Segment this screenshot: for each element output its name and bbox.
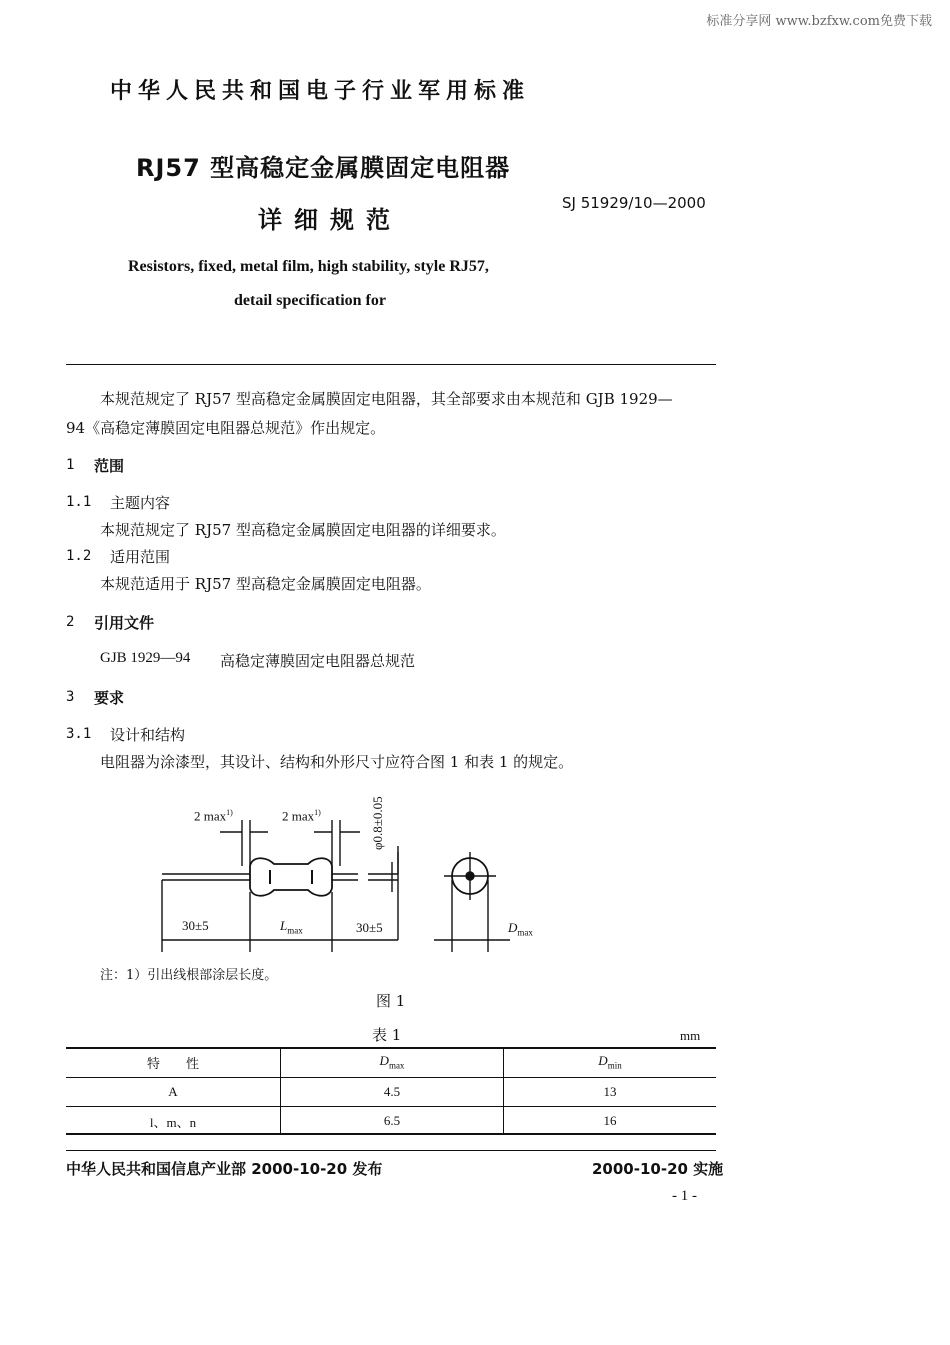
dim-2max-left: 2 $\max^{1)}$	[194, 808, 233, 824]
reference-title: 高稳定薄膜固定电阻器总规范	[220, 652, 416, 670]
dim-body-diameter: $D_{max}$	[508, 920, 533, 938]
document-title: RJ57 型高稳定金属膜固定电阻器	[136, 154, 511, 182]
resistor-end-view	[434, 852, 510, 952]
section-2-title: 引用文件	[94, 614, 155, 632]
dim-lead-length-right: 30±5	[356, 920, 383, 935]
intro-line2: 94《高稳定薄膜固定电阻器总规范》作出规定。	[66, 419, 386, 437]
section-1-2-text: 本规范适用于 RJ57 型高稳定金属膜固定电阻器。	[100, 575, 431, 593]
issue-statement: 中华人民共和国信息产业部 2000-10-20 发布	[66, 1160, 383, 1178]
table-unit: mm	[680, 1028, 701, 1043]
resistor-body	[250, 858, 332, 896]
issuing-organization: 中华人民共和国电子行业军用标准	[110, 79, 531, 104]
table-bottom-rule	[66, 1133, 716, 1135]
section-3-number: 3	[66, 689, 75, 705]
page-number: - 1 -	[672, 1188, 697, 1204]
section-3-title: 要求	[94, 689, 125, 707]
table-row: l、m、n 6.5 16	[66, 1107, 716, 1136]
section-3-1-number: 3.1	[66, 726, 92, 742]
dim-body-length: $L_{max}$	[280, 918, 303, 936]
table-header-dmin: $D_{min}$	[504, 1047, 717, 1078]
section-1-1-title: 主题内容	[110, 494, 171, 512]
watermark: 标准分享网 www.bzfxw.com免费下载	[706, 14, 932, 29]
table-caption: 表 1	[372, 1026, 402, 1044]
dim-2max-right: 2 $\max^{1)}$	[282, 808, 321, 824]
effective-date: 2000-10-20 实施	[592, 1160, 724, 1178]
section-2-number: 2	[66, 614, 75, 630]
dim-lead-diameter: φ0.8±0.05	[370, 796, 385, 850]
header-divider	[66, 364, 716, 365]
dimension-table	[66, 1047, 716, 1135]
table-row: A 4.5 13	[66, 1078, 716, 1107]
section-1-1-number: 1.1	[66, 494, 92, 510]
table-header-dmax: $D_{max}$	[281, 1047, 504, 1078]
footer-divider	[66, 1150, 716, 1151]
reference-code: GJB 1929—94	[100, 650, 191, 666]
section-1-title: 范围	[94, 457, 125, 475]
table-top-rule	[66, 1047, 716, 1049]
section-1-2-number: 1.2	[66, 548, 92, 564]
table-header-characteristic: 特 性	[66, 1047, 281, 1078]
figure-note: 注：1）引出线根部涂层长度。	[100, 968, 278, 983]
document-subtitle: 详细规范	[258, 206, 402, 234]
section-1-number: 1	[66, 457, 75, 473]
english-title-line2: detail specification for	[234, 292, 386, 309]
standard-number: SJ 51929/10—2000	[562, 194, 706, 212]
section-1-2-title: 适用范围	[110, 548, 171, 566]
resistor-leads	[162, 874, 398, 880]
section-3-1-text: 电阻器为涂漆型，其设计、结构和外形尺寸应符合图 1 和表 1 的规定。	[100, 753, 574, 771]
english-title-line1: Resistors, fixed, metal film, high stability, style RJ57,	[128, 258, 489, 275]
figure-caption: 图 1	[376, 992, 406, 1010]
dim-lead-length-left: 30±5	[182, 918, 209, 933]
intro-line1: 本规范规定了 RJ57 型高稳定金属膜固定电阻器，其全部要求由本规范和 GJB 1929—	[100, 390, 673, 408]
section-1-1-text: 本规范规定了 RJ57 型高稳定金属膜固定电阻器的详细要求。	[100, 521, 506, 539]
section-3-1-title: 设计和结构	[110, 726, 186, 744]
